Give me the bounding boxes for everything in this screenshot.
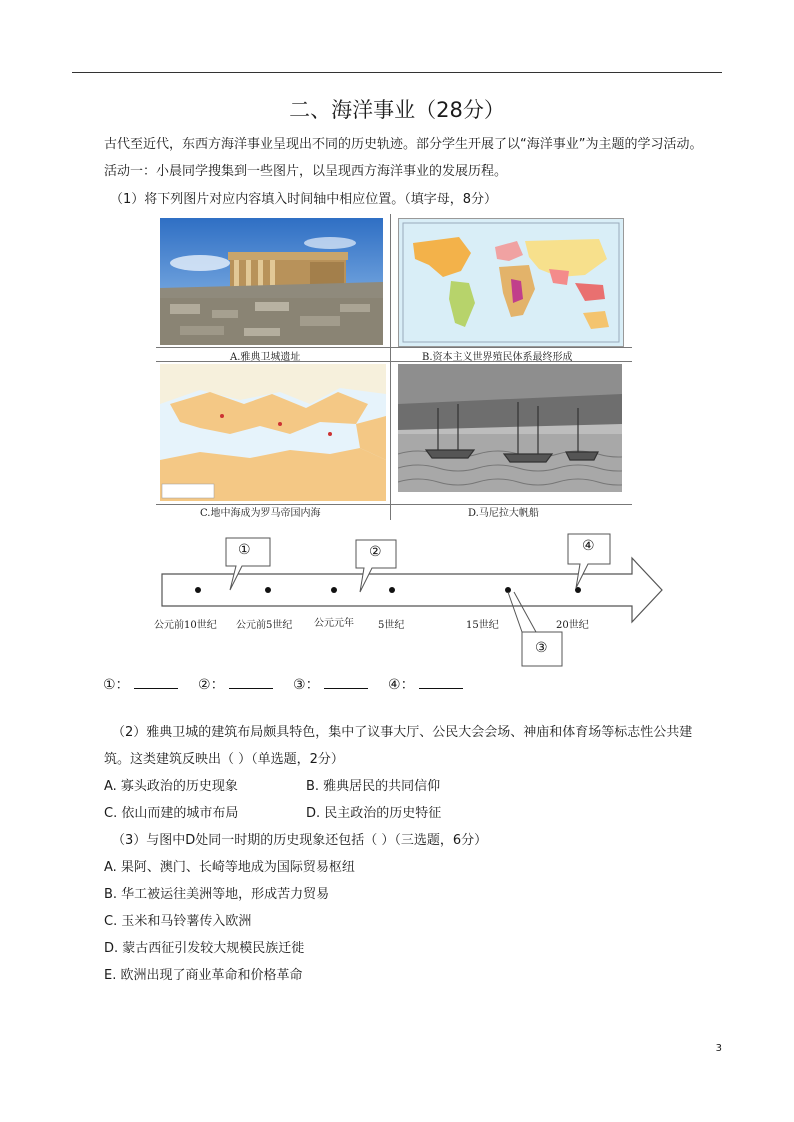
section-title: 二、海洋事业（28分） <box>289 98 505 122</box>
caption-c: C.地中海成为罗马帝国内海 <box>200 508 321 519</box>
tick-label-ad1: 公元元年 <box>314 618 354 629</box>
question3-option-d: D. 蒙古西征引发较大规模民族迁徙 <box>104 941 305 956</box>
tick-label-20c: 20世纪 <box>556 620 589 631</box>
intro-text: 古代至近代，东西方海洋事业呈现出不同的历史轨迹。部分学生开展了以“海洋事业”为主题的学习活动。 <box>104 137 703 152</box>
tick-label-15c: 15世纪 <box>466 620 499 631</box>
activity1-text: 活动一：小晨同学搜集到一些图片，以呈现西方海洋事业的发展历程。 <box>104 164 508 179</box>
caption-d: D.马尼拉大帆船 <box>468 508 539 519</box>
question3-stem: （3）与图中D处同一时期的历史现象还包括（ ）（三选题，6分） <box>112 833 488 848</box>
question2-option-a: A. 寡头政治的历史现象 <box>104 779 238 794</box>
question2-option-b: B. 雅典居民的共同信仰 <box>306 779 441 794</box>
question1-stem: （1）将下列图片对应内容填入时间轴中相应位置。（填字母，8分） <box>110 192 498 207</box>
answer-blanks <box>103 676 479 694</box>
caption-a: A.雅典卫城遗址 <box>230 352 301 363</box>
callout-3: ③ <box>535 640 548 656</box>
image-a-acropolis <box>160 218 383 345</box>
answer-blank-3[interactable] <box>324 676 368 689</box>
question2-line1: （2）雅典卫城的建筑布局颇具特色，集中了议事大厅、公民大会会场、神庙和体育场等标志性公共建 <box>112 725 693 740</box>
timeline <box>150 530 670 670</box>
question2-option-c: C. 依山而建的城市布局 <box>104 806 239 821</box>
caption-b: B.资本主义世界殖民体系最终形成 <box>422 352 573 363</box>
tick-label-10bc: 公元前10世纪 <box>154 620 217 631</box>
answer-blank-4[interactable] <box>419 676 463 689</box>
grid-divider-v <box>390 214 391 520</box>
answer-blank-1[interactable] <box>134 676 178 689</box>
question2-option-d: D. 民主政治的历史特征 <box>306 806 442 821</box>
question3-option-a: A. 果阿、澳门、长崎等地成为国际贸易枢纽 <box>104 860 355 875</box>
question3-option-b: B. 华工被运往美洲等地，形成苦力贸易 <box>104 887 330 902</box>
question3-option-e: E. 欧洲出现了商业革命和价格革命 <box>104 968 303 983</box>
question3-option-c: C. 玉米和马铃薯传入欧洲 <box>104 914 252 929</box>
callout-2: ② <box>369 544 382 560</box>
answer-label-3: ③： <box>293 677 320 693</box>
top-rule <box>72 72 722 73</box>
tick-label-5c: 5世纪 <box>378 620 405 631</box>
image-b-world-map <box>398 218 624 347</box>
question2-line2: 筑。这类建筑反映出（ ）（单选题，2分） <box>104 752 344 767</box>
answer-label-2: ②： <box>198 677 225 693</box>
tick-label-5bc: 公元前5世纪 <box>236 620 293 631</box>
image-c-roman-map <box>160 364 386 501</box>
picture-grid <box>156 214 632 520</box>
answer-label-4: ④： <box>388 677 415 693</box>
page-number: 3 <box>715 1043 722 1054</box>
answer-blank-2[interactable] <box>229 676 273 689</box>
callout-1: ① <box>238 542 251 558</box>
callout-4: ④ <box>582 538 595 554</box>
answer-label-1: ①： <box>103 677 130 693</box>
image-d-galleon <box>398 364 622 492</box>
